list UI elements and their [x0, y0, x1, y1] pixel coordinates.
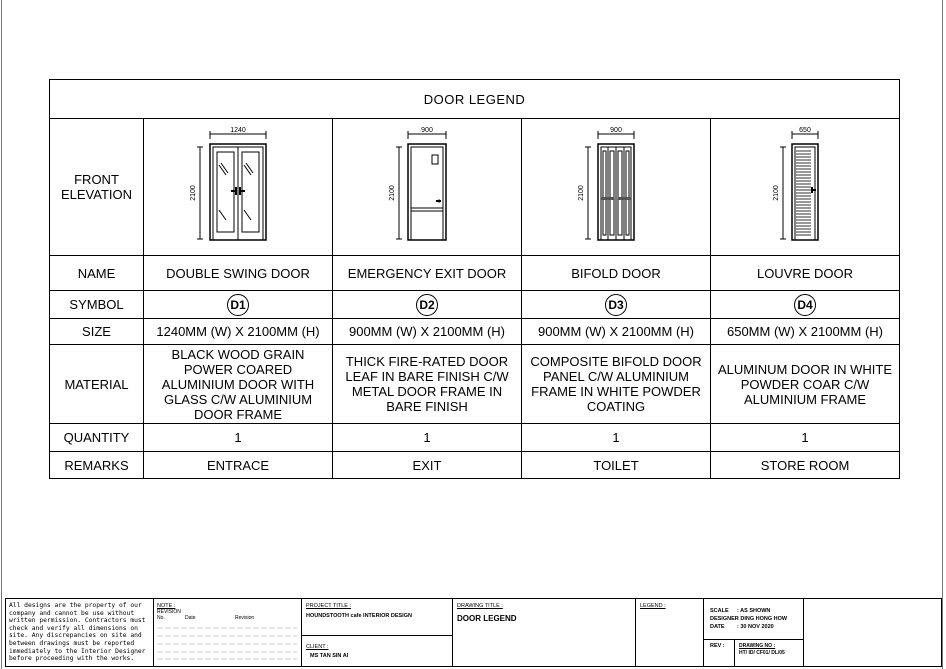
project-title-label: PROJECT TITLE : [306, 603, 352, 609]
dim-height-d4: 2100 [773, 184, 780, 201]
dim-width-d4: 650 [799, 126, 811, 134]
quantity-row [50, 424, 900, 452]
row-label-quantity: QUANTITY [50, 424, 144, 452]
size-row [50, 319, 900, 345]
door-name: LOUVRE DOOR [711, 256, 900, 291]
date-value: : 30 NOV 2020 [737, 624, 774, 630]
drawing-title: DOOR LEGEND [457, 614, 517, 623]
revision-label: REVISION [157, 609, 181, 615]
material-row [50, 345, 900, 424]
scale-value: : AS SHOWN [737, 608, 771, 614]
door-quantity: 1 [144, 424, 333, 452]
elevation-row [50, 119, 900, 256]
note-label: NOTE : [157, 603, 176, 609]
row-label-symbol: SYMBOL [50, 291, 144, 319]
date-label: DATE [710, 624, 725, 630]
client-name: MS TAN SIN AI [310, 653, 349, 659]
revision-lines [157, 624, 297, 660]
row-label-remarks: REMARKS [50, 452, 144, 479]
emergency-exit-door-elevation [367, 125, 487, 250]
door-name: DOUBLE SWING DOOR [144, 256, 333, 291]
door-name: BIFOLD DOOR [522, 256, 711, 291]
door-remarks: STORE ROOM [711, 452, 900, 479]
elevation-d3 [522, 119, 711, 256]
elevation-d2 [333, 119, 522, 256]
door-symbol: D2 [416, 294, 438, 316]
legend-block [636, 599, 704, 666]
door-quantity: 1 [522, 424, 711, 452]
door-remarks: TOILET [522, 452, 711, 479]
drawing-title-label: DRAWING TITLE : [457, 603, 503, 609]
sheet-border-right [942, 0, 943, 669]
door-symbol: D1 [227, 294, 249, 316]
row-label-size: SIZE [50, 319, 144, 345]
legend-label: LEGEND : [640, 603, 666, 609]
dim-width-d2: 900 [421, 126, 433, 134]
door-quantity: 1 [333, 424, 522, 452]
rev-date-header: Date [185, 615, 196, 621]
remarks-row [50, 452, 900, 479]
door-quantity: 1 [711, 424, 900, 452]
disclaimer-text: All designs are the property of our company and cannot be use without written permission. Contractors must check and verify all dimensions on site. Any discrepancies on site and between drawings must be reported immediately to the Interior Designer before proceeding with the works. [6, 599, 154, 666]
info-block [704, 599, 804, 666]
designer-label: DESIGNER [710, 616, 739, 622]
door-material: COMPOSITE BIFOLD DOOR PANEL C/W ALUMINIUM FRAME IN WHITE POWDER COATING [522, 345, 711, 424]
louvre-door-elevation [745, 125, 865, 250]
row-label-name: NAME [50, 256, 144, 291]
door-material: ALUMINUM DOOR IN WHITE POWDER COAR C/W ALUMINIUM FRAME [711, 345, 900, 424]
drawing-no-label: DRAWING NO : [739, 643, 776, 649]
bifold-door-elevation [556, 125, 676, 250]
client-label: CLIENT : [306, 644, 329, 650]
scale-label: SCALE [710, 608, 729, 614]
door-material: THICK FIRE-RATED DOOR LEAF IN BARE FINISH C/W METAL DOOR FRAME IN BARE FINISH [333, 345, 522, 424]
door-material: BLACK WOOD GRAIN POWER COARED ALUMINIUM DOOR WITH GLASS C/W ALUMINIUM DOOR FRAME [144, 345, 333, 424]
dim-width-d1: 1240 [230, 126, 246, 134]
elevation-d4 [711, 119, 900, 256]
door-name: EMERGENCY EXIT DOOR [333, 256, 522, 291]
dim-height-d3: 2100 [578, 184, 585, 201]
designer-value: : DING HONG HOW [737, 616, 788, 622]
sheet-border-left [1, 0, 2, 669]
elevation-d1 [144, 119, 333, 256]
project-block [302, 599, 453, 666]
drawing-no: HT/ ID/ CF01/ DL/05 [739, 650, 785, 656]
name-row [50, 256, 900, 291]
rev-no-header: No. [157, 615, 165, 621]
dim-height-d1: 2100 [190, 184, 197, 201]
rev-label: REV : [710, 643, 725, 649]
door-size: 900MM (W) X 2100MM (H) [333, 319, 522, 345]
row-label-elevation: FRONT ELEVATION [50, 119, 144, 256]
door-legend-table [49, 79, 900, 479]
door-remarks: ENTRACE [144, 452, 333, 479]
project-title: HOUNDSTOOTH cafe INTERIOR DESIGN [306, 613, 412, 619]
door-symbol: D3 [605, 294, 627, 316]
row-label-material: MATERIAL [50, 345, 144, 424]
legend-title: DOOR LEGEND [50, 80, 900, 119]
dim-width-d3: 900 [610, 126, 622, 134]
drawing-title-block [453, 599, 636, 666]
door-remarks: EXIT [333, 452, 522, 479]
title-block [5, 598, 942, 667]
revision-block [154, 599, 302, 666]
dim-height-d2: 2100 [389, 184, 396, 201]
door-symbol: D4 [794, 294, 816, 316]
door-size: 1240MM (W) X 2100MM (H) [144, 319, 333, 345]
rev-revision-header: Revision [235, 615, 255, 621]
door-size: 900MM (W) X 2100MM (H) [522, 319, 711, 345]
double-swing-door-elevation [178, 125, 298, 250]
door-size: 650MM (W) X 2100MM (H) [711, 319, 900, 345]
symbol-row [50, 291, 900, 319]
